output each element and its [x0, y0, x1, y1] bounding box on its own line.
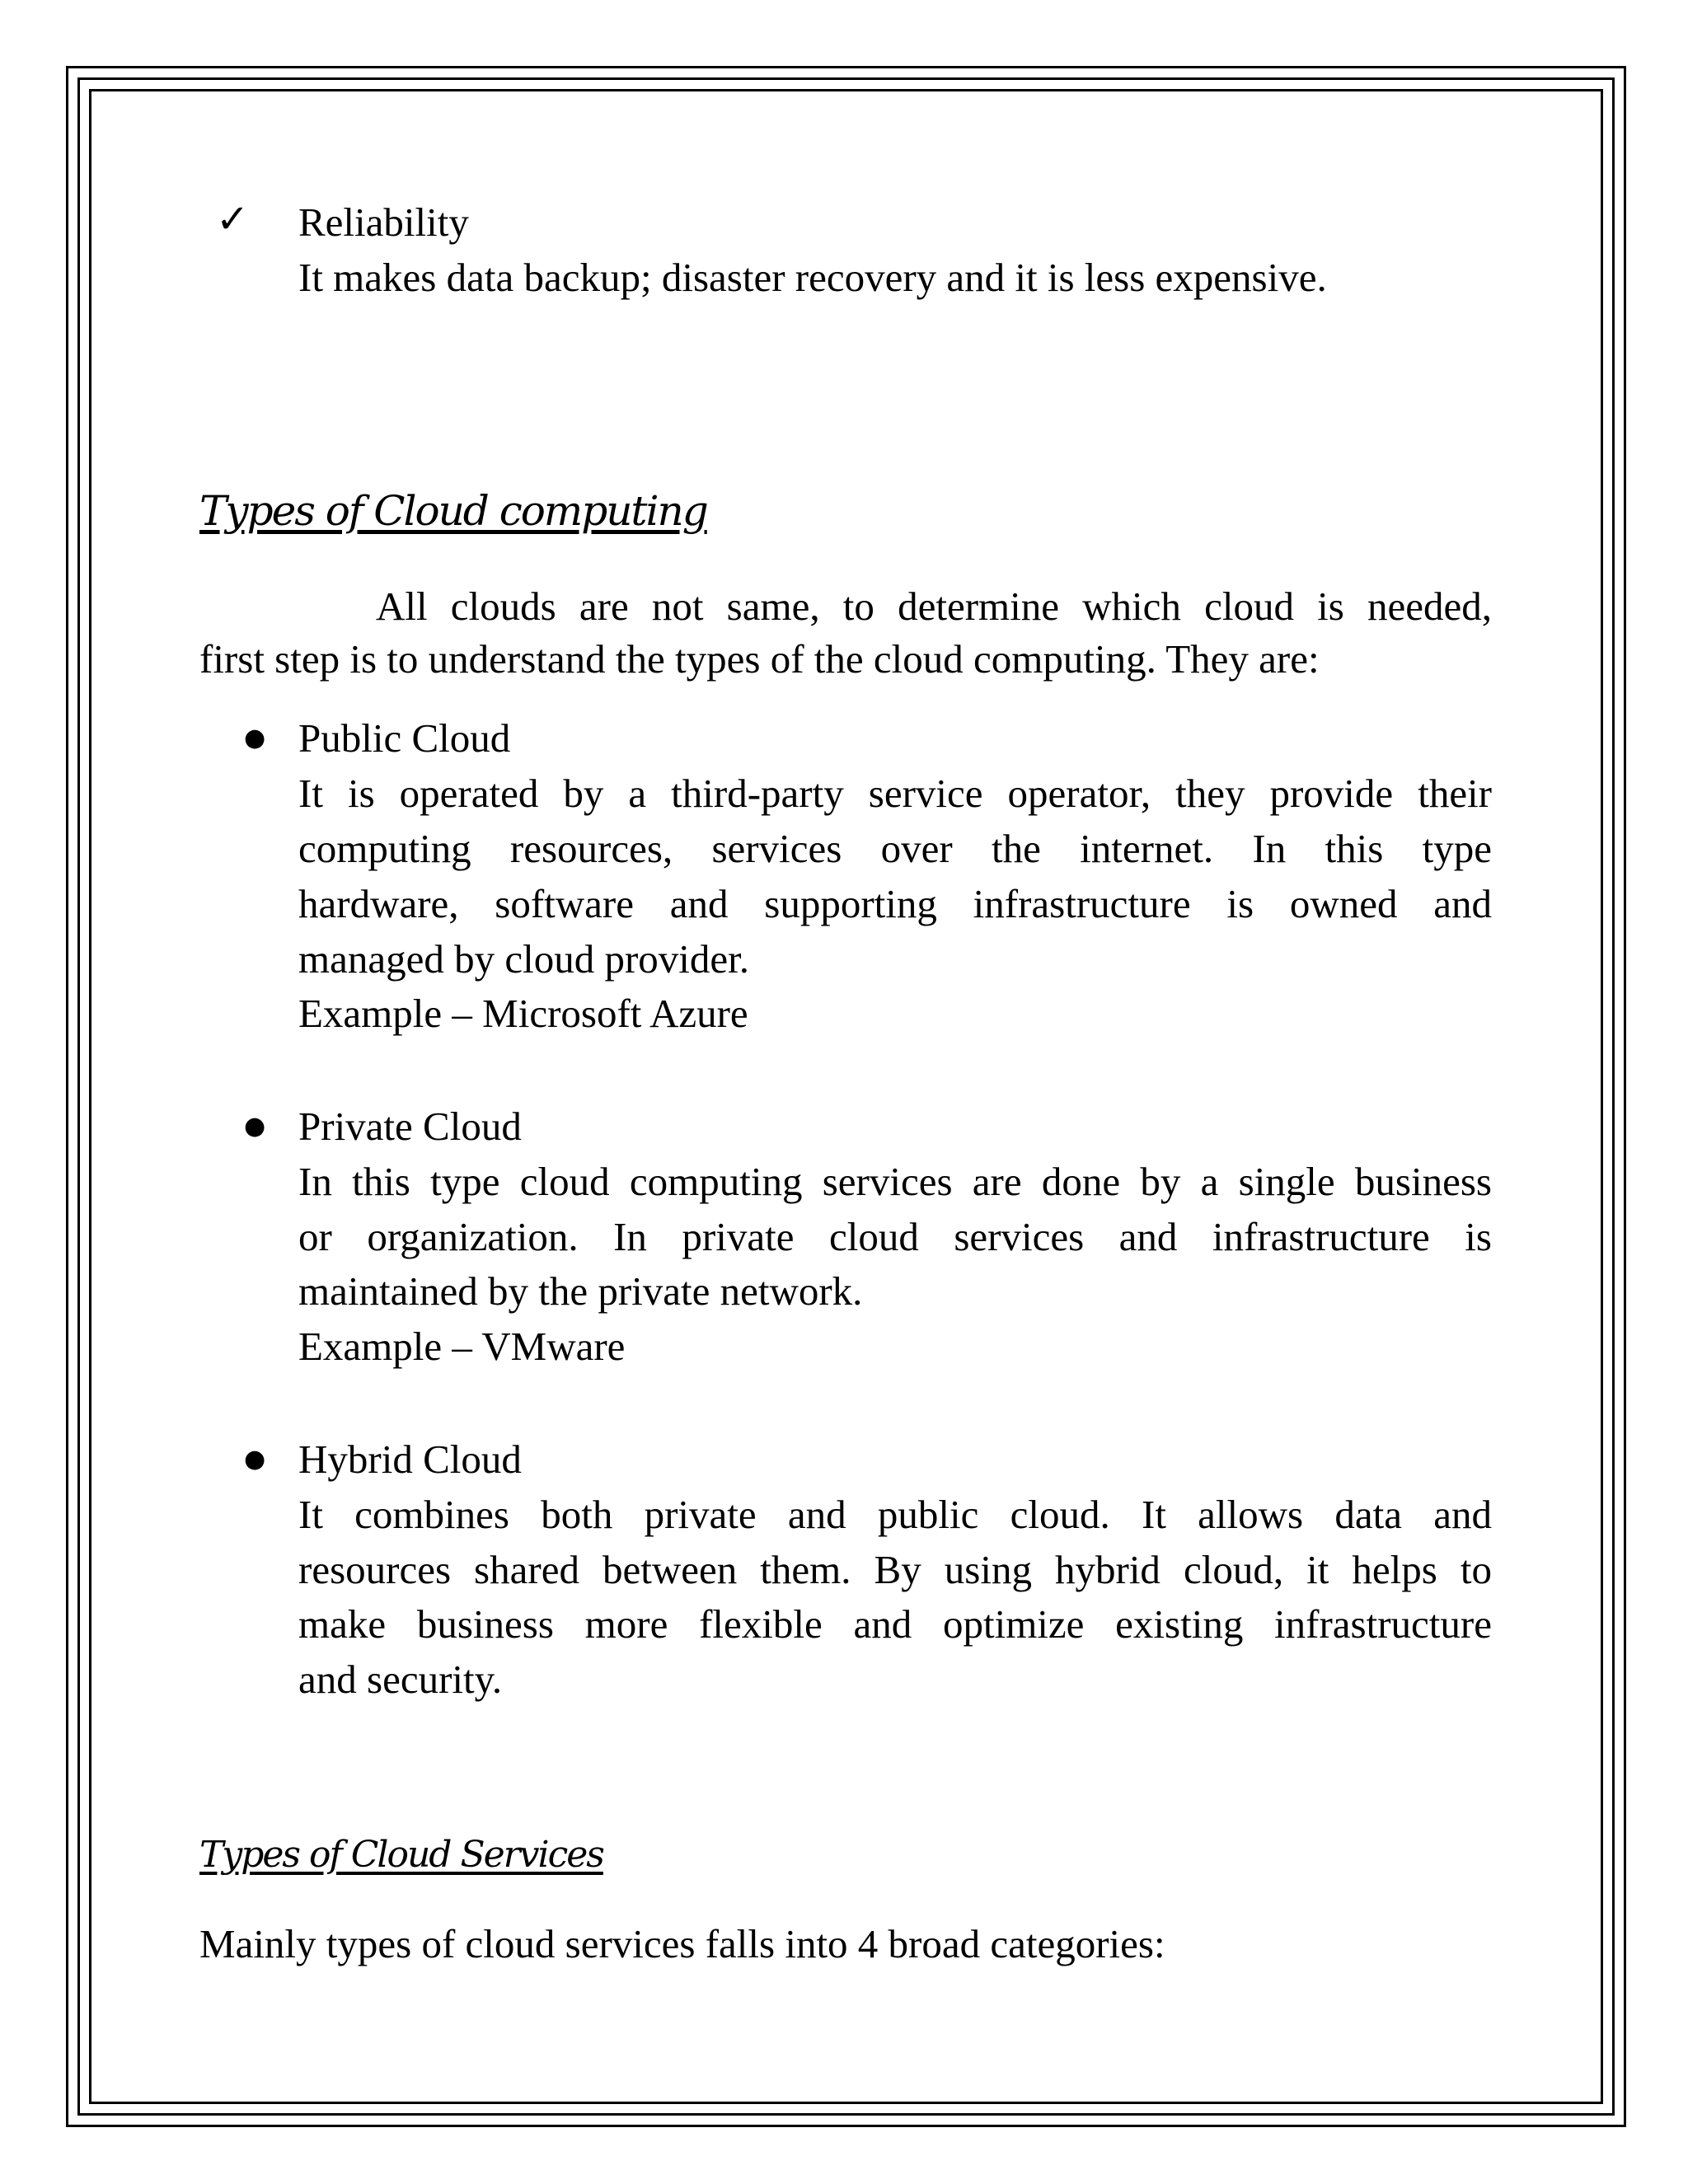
- private-cloud-example: Example – VMware: [298, 1324, 626, 1369]
- reliability-title: Reliability: [298, 199, 469, 245]
- private-cloud-line: maintained by the private network.: [298, 1268, 863, 1314]
- private-cloud-line: In this type cloud computing services are done by a single business: [298, 1159, 1492, 1204]
- bullet-icon: ●: [244, 1112, 266, 1141]
- bullet-icon: ●: [244, 724, 266, 752]
- public-cloud-line: hardware, software and supporting infrastructure is owned and: [298, 881, 1492, 926]
- intro-line-1: All clouds are not same, to determine which cloud is needed,: [376, 583, 1492, 629]
- types-of-cloud-services-heading: Types of Cloud Services: [199, 1834, 603, 1876]
- public-cloud-example: Example – Microsoft Azure: [298, 991, 748, 1036]
- public-cloud-line: managed by cloud provider.: [298, 936, 750, 982]
- page-border-inner: [89, 89, 1603, 2104]
- private-cloud-title: Private Cloud: [298, 1104, 522, 1149]
- hybrid-cloud-line: resources shared between them. By using hybrid cloud, it helps to: [298, 1547, 1492, 1592]
- private-cloud-line: or organization. In private cloud services and infrastructure is: [298, 1214, 1492, 1259]
- intro-line-2: first step is to understand the types of the cloud computing. They are:: [199, 636, 1320, 682]
- cloud-services-text: Mainly types of cloud services falls into 4 broad categories:: [199, 1921, 1165, 1966]
- reliability-text: It makes data backup; disaster recovery and it is less expensive.: [298, 255, 1327, 300]
- types-of-cloud-computing-heading: Types of Cloud computing: [199, 487, 707, 535]
- public-cloud-line: computing resources, services over the internet. In this type: [298, 826, 1492, 871]
- check-icon: ✓: [216, 196, 250, 242]
- hybrid-cloud-line: make business more flexible and optimize existing infrastructure: [298, 1601, 1492, 1647]
- public-cloud-title: Public Cloud: [298, 715, 511, 761]
- hybrid-cloud-title: Hybrid Cloud: [298, 1436, 522, 1482]
- hybrid-cloud-line: It combines both private and public cloud. It allows data and: [298, 1492, 1492, 1537]
- bullet-icon: ●: [244, 1445, 266, 1474]
- hybrid-cloud-line: and security.: [298, 1657, 503, 1702]
- public-cloud-line: It is operated by a third-party service operator, they provide their: [298, 771, 1492, 816]
